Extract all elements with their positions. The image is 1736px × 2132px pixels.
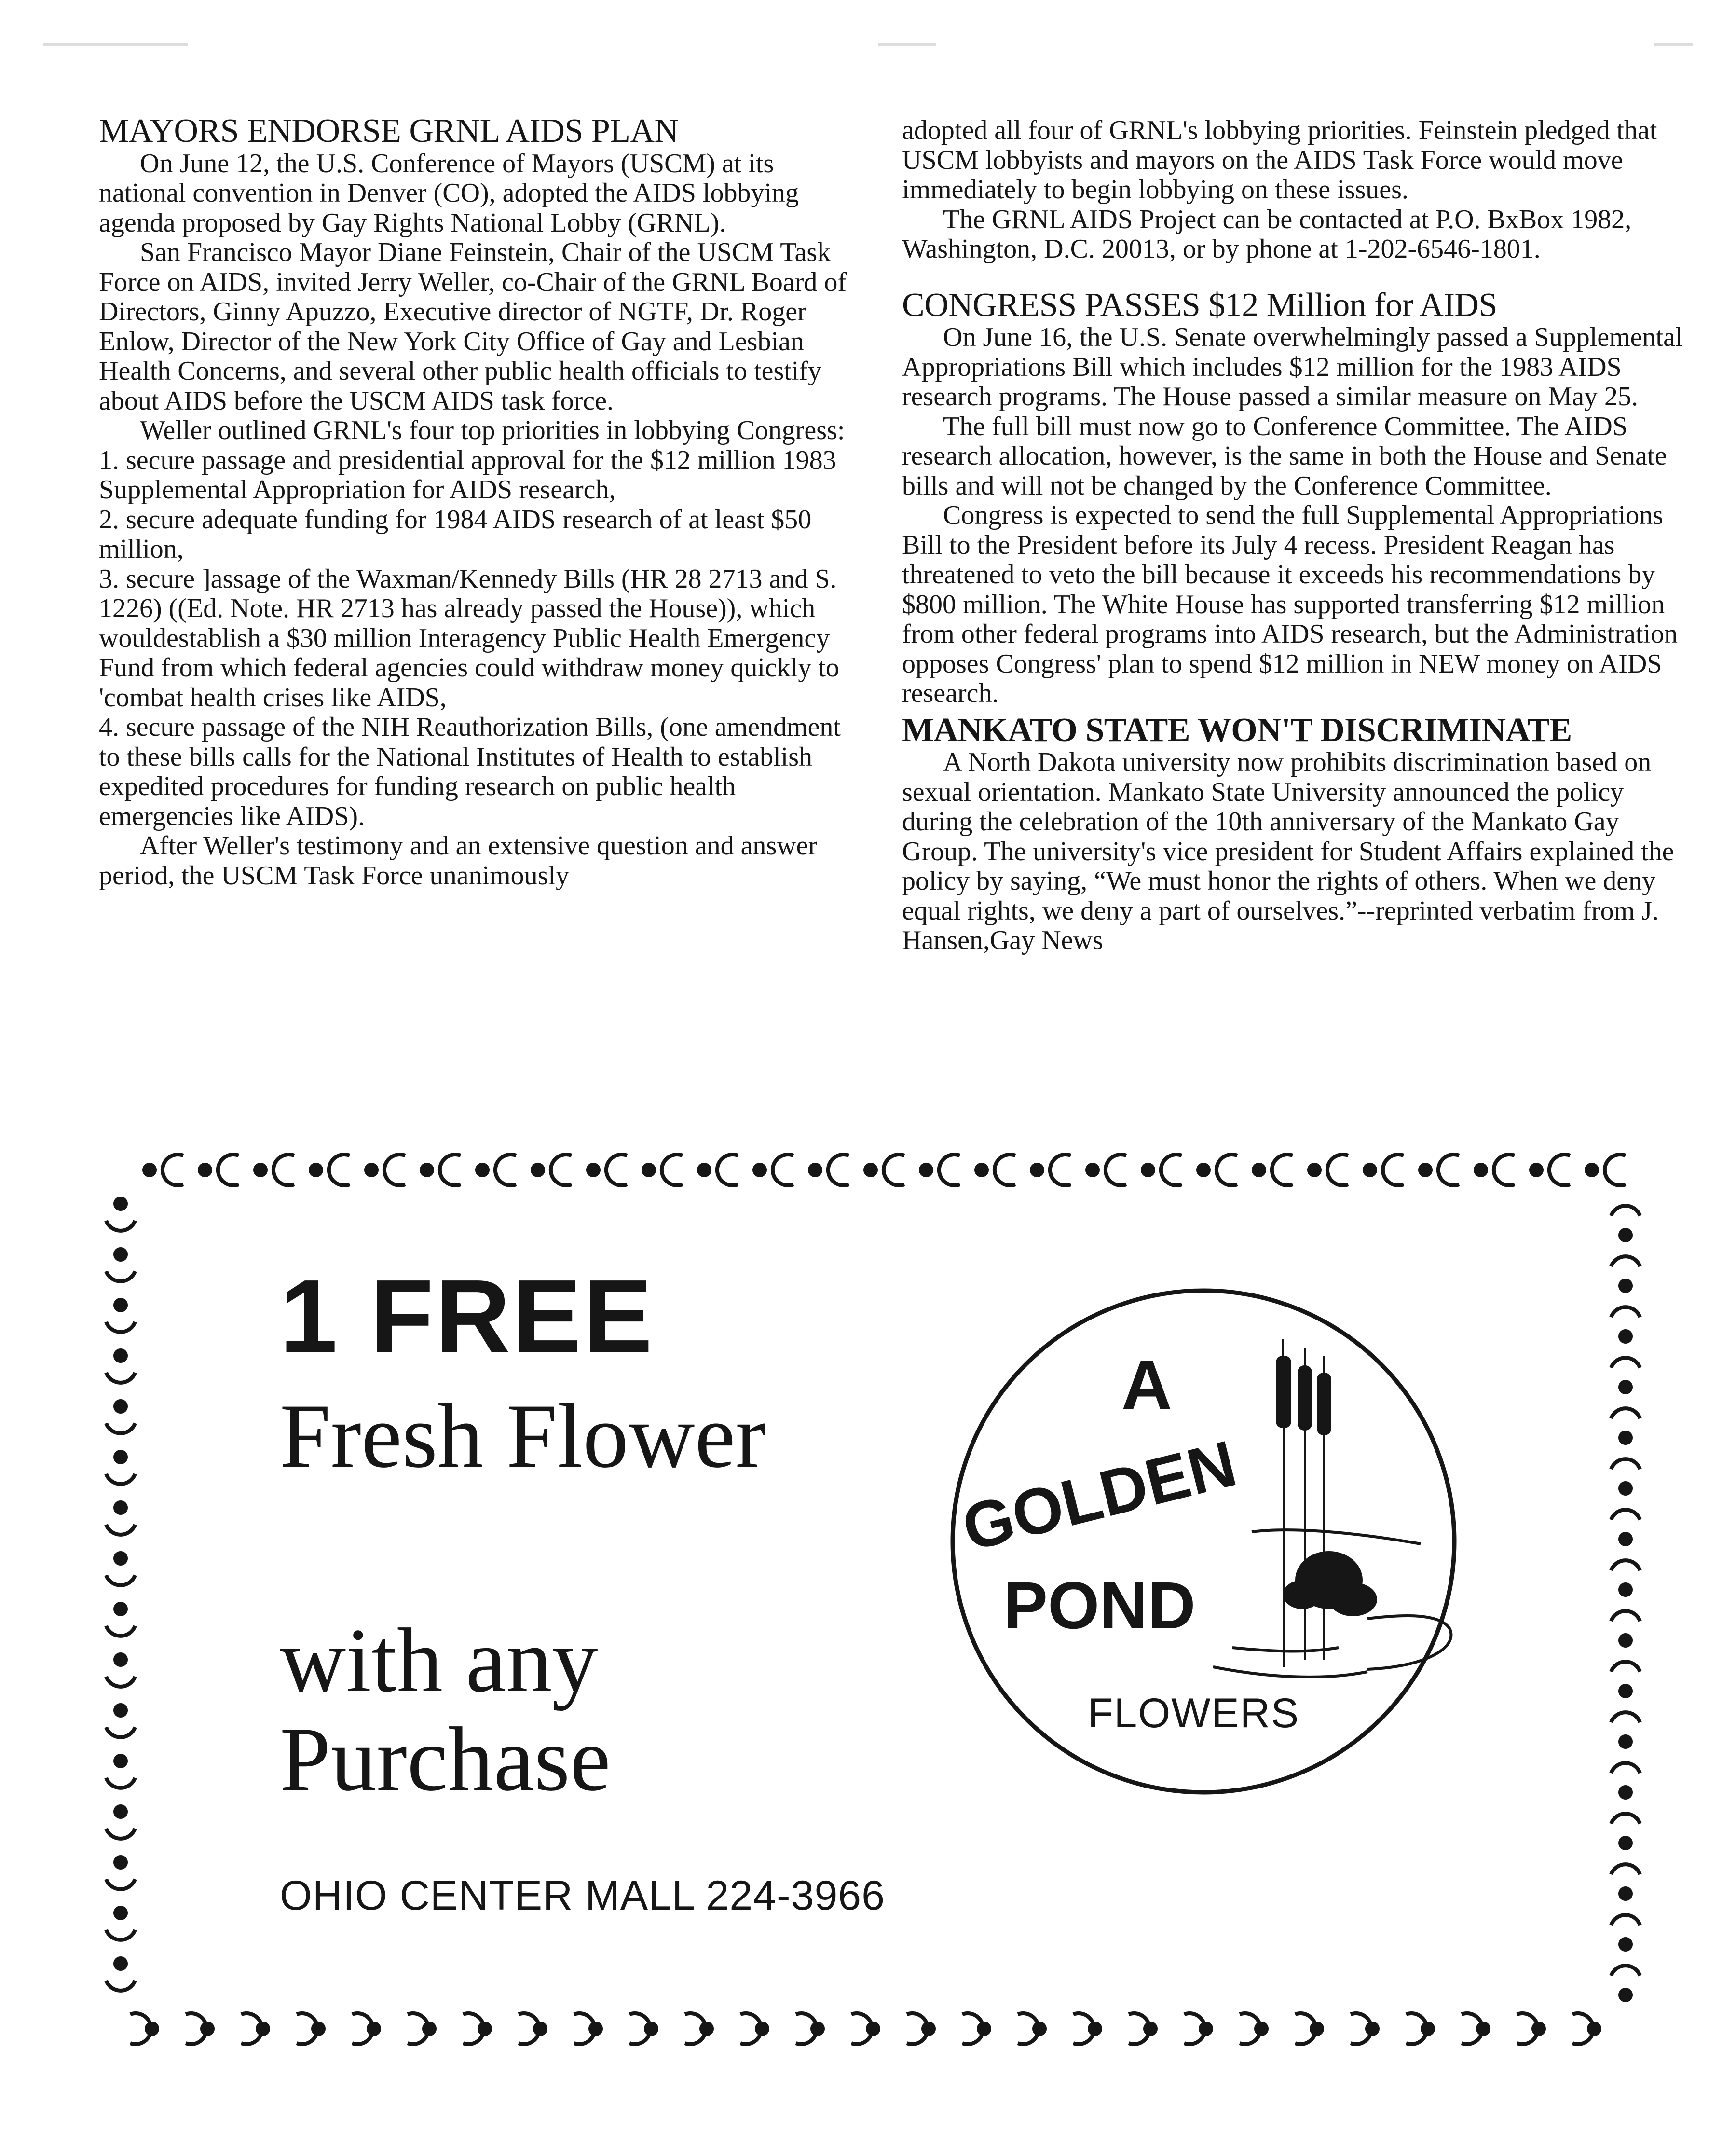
border-dot [113, 1855, 128, 1870]
border-dot [586, 1163, 601, 1177]
border-arc [1611, 1459, 1640, 1469]
priority-item: 1. secure passage and presidential approval for the $12 million 1983 Supplemental Appropriation for AIDS research, [99, 445, 836, 505]
border-dot [533, 2022, 547, 2036]
border-arc [106, 1930, 135, 1940]
border-dot [863, 1163, 878, 1177]
border-dot [142, 1163, 157, 1177]
border-arc [106, 1879, 135, 1889]
border-dot [1365, 2022, 1380, 2036]
border-dot [1618, 1431, 1633, 1445]
article-paragraph: Weller outlined GRNL's four top priorities in lobbying Congress: [140, 415, 845, 445]
article-paragraph: San Francisco Mayor Diane Feinstein, Chair of the USCM Task Force on AIDS, invited Jerry Weller, co-Chair of the GRNL Board of Directors, Ginny Apuzzo, Executive director of NGTF, Dr. Roger Enlow, Director of the New York City Office of Gay and Lesbian Health Concerns, and several other public health officials to testify about AIDS before the USCM AIDS task force. [99, 237, 847, 416]
border-dot [1421, 2022, 1435, 2036]
border-arc [106, 1981, 135, 1991]
border-arc [1161, 1155, 1182, 1185]
border-dot [1618, 1481, 1633, 1496]
border-arc [106, 1575, 135, 1585]
article-contact: The GRNL AIDS Project can be contacted at P.O. BxBox 1982, Washington, D.C. 20013, or by phone at 1-202-6546-1801. [902, 204, 1632, 264]
border-dot [1363, 1163, 1377, 1177]
border-dot [1618, 1886, 1633, 1901]
border-arc [106, 1474, 135, 1484]
border-dot [113, 1703, 128, 1718]
foliage-icon [1283, 1551, 1377, 1616]
border-arc [884, 1155, 904, 1185]
border-arc [1549, 1155, 1570, 1185]
border-arc [163, 1155, 183, 1185]
ad-free-headline: 1 FREE [280, 1258, 655, 1374]
border-arc [1611, 1510, 1640, 1520]
border-dot [1618, 1836, 1633, 1850]
border-dot [1618, 1380, 1633, 1394]
border-dot [113, 1551, 128, 1566]
border-dot [1310, 2022, 1324, 2036]
border-arc [1611, 1611, 1640, 1621]
cattail-icon [1276, 1339, 1331, 1667]
border-arc [106, 1373, 135, 1383]
border-dot [113, 1197, 128, 1211]
article-headline-mankato: MANKATO STATE WON'T DISCRIMINATE [902, 711, 1572, 749]
border-arc [106, 1423, 135, 1433]
border-arc [495, 1155, 516, 1185]
border-arc [1272, 1155, 1293, 1185]
border-dot [478, 2022, 492, 2036]
border-dot [367, 2022, 381, 2036]
border-arc [1611, 1307, 1640, 1317]
border-arc [106, 1525, 135, 1535]
border-dot [1618, 1785, 1633, 1800]
border-dot [1032, 2022, 1047, 2036]
border-arc [606, 1155, 627, 1185]
border-dot [1307, 1163, 1322, 1177]
border-dot [644, 2022, 658, 2036]
border-dot [253, 1163, 268, 1177]
border-dot [113, 1399, 128, 1414]
border-arc [939, 1155, 960, 1185]
border-arc [828, 1155, 849, 1185]
border-dot [113, 1348, 128, 1363]
border-dot [919, 1163, 933, 1177]
border-arc [773, 1155, 793, 1185]
border-dot [1618, 1633, 1633, 1648]
border-dot [200, 2022, 215, 2036]
border-dot [1474, 1163, 1488, 1177]
article-headline-congress: CONGRESS PASSES $12 Million for AIDS [902, 286, 1497, 324]
ad-address: OHIO CENTER MALL 224-3966 [280, 1872, 885, 1919]
border-arc [273, 1155, 294, 1185]
border-dot [642, 1163, 656, 1177]
border-arc [1611, 1358, 1640, 1368]
logo-pond: POND [1003, 1568, 1196, 1643]
priority-item: 3. secure ]assage of the Waxman/Kennedy Bills (HR 28 2713 and S. 1226) ((Ed. Note. HR 2713 has already passed the House)), which wouldestablish a $30 million Interagency Public Health Emergency Fund from which federal agencies could withdraw money quickly to 'combat health crises like AIDS, [99, 564, 839, 713]
border-arc [440, 1155, 461, 1185]
border-dot [588, 2022, 603, 2036]
border-arc [1494, 1155, 1515, 1185]
border-dot [531, 1163, 545, 1177]
scan-artifact [878, 43, 936, 46]
border-arc [995, 1155, 1015, 1185]
border-dot [974, 1163, 989, 1177]
border-dot [1618, 1329, 1633, 1344]
border-dot [866, 2022, 880, 2036]
border-arc [1611, 1864, 1640, 1874]
article-paragraph: The full bill must now go to Conference Committee. The AIDS research allocation, however, is the same in both the House and Senate bills and will not be changed by the Conference Committee. [902, 411, 1667, 501]
border-arc [1611, 1712, 1640, 1722]
golden-pond-logo [943, 1281, 1464, 1802]
article-paragraph: After Weller's testimony and an extensive question and answer period, the USCM Task Force unanimously [99, 831, 818, 891]
border-dot [1252, 1163, 1266, 1177]
border-dot [1418, 1163, 1433, 1177]
priority-item: 4. secure passage of the NIH Reauthorization Bills, (one amendment to these bills calls for the National Institutes of Health to establish expedited procedures for funding research on public health emergencies like AIDS). [99, 712, 841, 831]
border-dot [309, 1163, 323, 1177]
border-arc [106, 1271, 135, 1281]
border-dot [1088, 2022, 1102, 2036]
border-dot [145, 2022, 159, 2036]
border-arc [717, 1155, 738, 1185]
border-arc [1611, 1814, 1640, 1824]
priority-item: 2. secure adequate funding for 1984 AIDS research of at least $50 million, [99, 504, 812, 564]
border-dot [364, 1163, 379, 1177]
border-arc [1611, 1915, 1640, 1925]
border-dot [113, 1804, 128, 1819]
border-arc [1050, 1155, 1071, 1185]
border-dot [697, 1163, 711, 1177]
logo-golden: GOLDEN [955, 1426, 1244, 1565]
border-dot [1618, 1988, 1633, 2002]
border-arc [106, 1221, 135, 1231]
border-dot [422, 2022, 437, 2036]
border-dot [256, 2022, 270, 2036]
logo-letter-a: A [1121, 1346, 1172, 1424]
border-arc [1611, 1560, 1640, 1570]
border-arc [384, 1155, 405, 1185]
border-arc [106, 1322, 135, 1332]
border-arc [1327, 1155, 1348, 1185]
border-arc [218, 1155, 239, 1185]
border-dot [752, 1163, 767, 1177]
border-arc [1611, 1966, 1640, 1976]
article-paragraph: Congress is expected to send the full Supplemental Appropriations Bill to the President before its July 4 recess. President Reagan has threatened to veto the bill because it exceeds his recommendations by $800 million. The White House has supported transferring $12 million from other federal programs into AIDS research, but the Administration opposes Congress' plan to spend $12 million in NEW money on AIDS research. [902, 500, 1678, 708]
border-dot [113, 1247, 128, 1262]
border-dot [1085, 1163, 1100, 1177]
border-dot [113, 1754, 128, 1768]
border-dot [420, 1163, 434, 1177]
left-column [99, 113, 861, 891]
border-arc [106, 1677, 135, 1687]
article-continued: adopted all four of GRNL's lobbying priorities. Feinstein pledged that USCM lobbyists and mayors on the AIDS Task Force would move immediately to begin lobbying on these issues. [902, 115, 1657, 205]
border-dot [1618, 1684, 1633, 1698]
border-dot [1618, 1532, 1633, 1546]
border-arc [1611, 1206, 1640, 1216]
border-dot [311, 2022, 326, 2036]
border-dot [113, 1602, 128, 1616]
border-dot [113, 1652, 128, 1667]
border-dot [113, 1906, 128, 1920]
border-dot [1618, 1582, 1633, 1597]
border-arc [1217, 1155, 1237, 1185]
ad-with-any: with any [280, 1610, 598, 1712]
border-arc [106, 1727, 135, 1737]
border-dot [1141, 1163, 1155, 1177]
right-column [902, 116, 1683, 956]
border-dot [475, 1163, 490, 1177]
article-paragraph: On June 12, the U.S. Conference of Mayors (USCM) at its national convention in Denver (CO), adopted the AIDS lobbying agenda proposed by Gay Rights National Lobby (GRNL). [99, 148, 799, 238]
border-dot [198, 1163, 212, 1177]
logo-flowers: FLOWERS [1088, 1690, 1300, 1736]
border-arc [1611, 1256, 1640, 1266]
ad-purchase: Purchase [280, 1709, 611, 1811]
article-paragraph: A North Dakota university now prohibits discrimination based on sexual orientation. Mankato State University announced the policy during the celebration of the 10th anniversary of the Mankato Gay Group. The university's vice president for Student Affairs explained the policy by saying, “We must honor the rights of others. When we deny equal rights, we deny a part of ourselves.”--reprinted verbatim from J. Hansen,Gay News [902, 747, 1674, 955]
border-dot [113, 1956, 128, 1971]
border-arc [1611, 1662, 1640, 1672]
border-dot [921, 2022, 936, 2036]
border-arc [106, 1626, 135, 1636]
border-arc [1438, 1155, 1459, 1185]
border-dot [808, 1163, 822, 1177]
border-dot [1618, 1228, 1633, 1242]
border-arc [106, 1778, 135, 1788]
border-dot [1199, 2022, 1213, 2036]
border-dot [1529, 1163, 1544, 1177]
border-dot [810, 2022, 825, 2036]
border-dot [1618, 1734, 1633, 1749]
border-dot [113, 1500, 128, 1515]
scan-artifact [1654, 43, 1693, 46]
border-arc [1611, 1408, 1640, 1418]
border-dot [1585, 1163, 1599, 1177]
border-arc [662, 1155, 683, 1185]
border-arc [1605, 1155, 1626, 1185]
border-dot [699, 2022, 714, 2036]
border-arc [329, 1155, 350, 1185]
border-arc [1106, 1155, 1126, 1185]
ad-offer [280, 1258, 1003, 1811]
border-dot [113, 1450, 128, 1464]
border-dot [755, 2022, 769, 2036]
border-dot [1476, 2022, 1490, 2036]
border-arc [1611, 1763, 1640, 1773]
border-dot [1618, 1937, 1633, 1952]
border-dot [113, 1298, 128, 1312]
border-dot [1531, 2022, 1546, 2036]
border-dot [1030, 1163, 1044, 1177]
article-headline-mayors: MAYORS ENDORSE GRNL AIDS PLAN [99, 112, 679, 150]
scan-artifact [43, 43, 188, 46]
border-dot [1196, 1163, 1211, 1177]
border-arc [106, 1829, 135, 1839]
border-dot [1618, 1279, 1633, 1293]
border-dot [1587, 2022, 1601, 2036]
ad-fresh-flower: Fresh Flower [280, 1386, 766, 1487]
border-arc [551, 1155, 572, 1185]
border-arc [1383, 1155, 1404, 1185]
article-paragraph: On June 16, the U.S. Senate overwhelmingly passed a Supplemental Appropriations Bill which includes $12 million for the 1983 AIDS research programs. The House passed a similar measure on May 25. [902, 322, 1683, 412]
border-dot [1143, 2022, 1158, 2036]
border-dot [1254, 2022, 1269, 2036]
border-dot [977, 2022, 991, 2036]
